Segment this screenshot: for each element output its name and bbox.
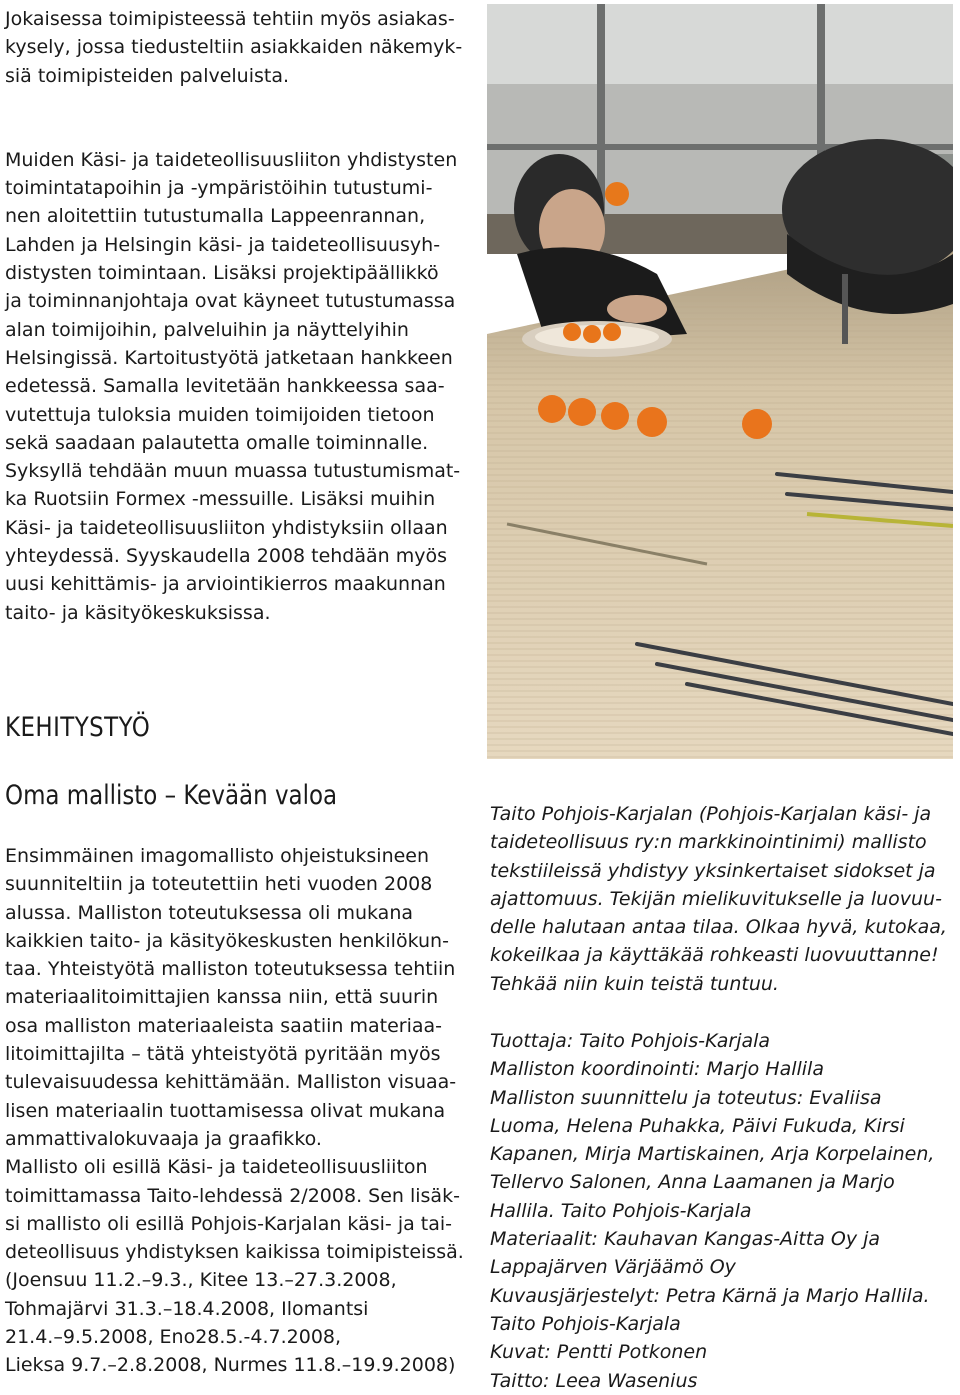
text-line: Jokaisessa toimipisteessä tehtiin myös asiakas-	[5, 8, 455, 30]
text-line: vutettuja tuloksia muiden toimijoiden tietoon	[5, 403, 435, 426]
text-line: Muiden Käsi- ja taideteollisuusliiton yhdistysten	[5, 148, 458, 171]
text-line: toimintatapoihin ja -ympäristöihin tutustumi-	[5, 177, 433, 200]
text-line: (Joensuu 11.2.–9.3., Kitee 13.–27.3.2008,	[5, 1269, 397, 1292]
text-line: Mallisto oli esillä Käsi- ja taideteollisuusliiton	[5, 1156, 428, 1179]
text-line: kokeilkaa ja käyttäkää rohkeasti luovuuttanne!	[490, 944, 939, 967]
text-line: lisen materiaalin tuottamisessa olivat mukana	[5, 1099, 446, 1122]
text-line: ja toiminnanjohtaja ovat käyneet tutustumassa	[5, 290, 456, 313]
text-line: edetessä. Samalla levitetään hankkeessa saa-	[5, 375, 445, 398]
text-line: sekä saadaan palautetta omalle toiminnalle.	[5, 431, 429, 454]
text-line: Syksyllä tehdään muun muassa tutustumismat-	[5, 460, 461, 483]
text-line: toimittamassa Taito-lehdessä 2/2008. Sen lisäk-	[5, 1184, 460, 1207]
credit-line: Tellervo Salonen, Anna Laamanen ja Marjo	[490, 1171, 895, 1194]
text-line: ka Ruotsiin Formex -messuille. Lisäksi muihin	[5, 488, 436, 511]
credit-line: Tuottaja: Taito Pohjois-Karjala	[490, 1030, 771, 1052]
text-line: Ensimmäinen imagomallisto ohjeistuksineen	[5, 845, 430, 867]
intro-paragraph-1	[5, 5, 475, 90]
credit-line: Malliston koordinointi: Marjo Hallila	[490, 1058, 824, 1081]
section-heading: KEHITYSTYÖ	[5, 712, 151, 743]
text-line: Käsi- ja taideteollisuusliiton yhdistyksiin ollaan	[5, 516, 448, 539]
credit-line: Kapanen, Mirja Martiskainen, Arja Korpelainen,	[490, 1143, 935, 1166]
text-line: yhteydessä. Syyskaudella 2008 tehdään myös	[5, 545, 448, 568]
text-line: kaikkien taito- ja käsityökeskusten henkilökun-	[5, 929, 449, 952]
text-line: uusi kehittämis- ja arviointikierros maakunnan	[5, 573, 446, 596]
text-line: litoimittajilta – tätä yhteistyötä pyritään myös	[5, 1043, 441, 1066]
credit-line: Taito Pohjois-Karjala	[490, 1312, 681, 1335]
credits	[490, 1027, 955, 1395]
text-line: taideteollisuus ry:n markkinointinimi) mallisto	[490, 831, 927, 854]
subheading: Oma mallisto – Kevään valoa	[5, 780, 338, 811]
text-line: 21.4.–9.5.2008, Eno28.5.-4.7.2008,	[5, 1326, 342, 1349]
text-line: taa. Yhteistyötä malliston toteutuksessa tehtiin	[5, 958, 456, 981]
text-line: Tohmajärvi 31.3.–18.4.2008, Ilomantsi	[5, 1297, 369, 1320]
text-line: Tehkää niin kuin teistä tuntuu.	[490, 972, 779, 995]
text-line: nen aloitettiin tutustumalla Lappeenrannan,	[5, 205, 426, 228]
intro-text	[5, 5, 475, 627]
credit-line: Malliston suunnittelu ja toteutus: Evaliisa	[490, 1086, 882, 1109]
text-line: alan toimijoihin, palveluihin ja näyttelyihin	[5, 318, 409, 341]
text-line: Helsingissä. Kartoitustyötä jatketaan hankkeen	[5, 346, 453, 369]
text-line: tekstiileissä yhdistyy yksinkertaiset sidokset ja	[490, 859, 936, 882]
text-line: kysely, jossa tiedusteltiin asiakkaiden näkemyk-	[5, 36, 463, 59]
photo-woman-on-rug	[487, 4, 953, 759]
text-line: taito- ja käsityökeskuksissa.	[5, 601, 271, 624]
credit-line: Materiaalit: Kauhavan Kangas-Aitta Oy ja	[490, 1228, 881, 1251]
credit-line: Kuvat: Pentti Potkonen	[490, 1341, 708, 1364]
text-line: tulevaisuudessa kehittämään. Malliston visuaa-	[5, 1071, 457, 1094]
text-line: materiaalitoimittajien kanssa niin, että suurin	[5, 986, 439, 1009]
text-line: si mallisto oli esillä Pohjois-Karjalan käsi- ja tai-	[5, 1212, 453, 1235]
text-line: deteollisuus yhdistyksen kaikissa toimipisteissä.	[5, 1241, 464, 1264]
text-line: ajattomuus. Tekijän mielikuvitukselle ja luovuu-	[490, 887, 942, 910]
credit-line: Hallila. Taito Pohjois-Karjala	[490, 1199, 752, 1222]
text-line: osa malliston materiaaleista saatiin materiaa-	[5, 1014, 442, 1037]
text-line: siä toimipisteiden palveluista.	[5, 64, 290, 87]
text-line: delle halutaan antaa tilaa. Olkaa hyvä, kutokaa,	[490, 916, 947, 939]
text-line: ammattivalokuvaaja ja graafikko.	[5, 1127, 322, 1150]
text-line: Taito Pohjois-Karjalan (Pohjois-Karjalan käsi- ja	[490, 803, 932, 825]
collection-description	[490, 800, 955, 998]
body-left-text	[5, 842, 475, 1380]
credit-line: Taitto: Leea Wasenius	[490, 1369, 698, 1392]
text-line: alussa. Malliston toteutuksessa oli mukana	[5, 901, 413, 924]
intro-paragraph-2	[5, 146, 475, 627]
text-line: distysten toimintaan. Lisäksi projektipäällikkö	[5, 262, 439, 285]
text-line: Lieksa 9.7.–2.8.2008, Nurmes 11.8.–19.9.2008)	[5, 1354, 456, 1377]
text-line: Lahden ja Helsingin käsi- ja taideteollisuusyh-	[5, 233, 441, 256]
text-line: suunniteltiin ja toteutettiin heti vuoden 2008	[5, 873, 433, 896]
credit-line: Luoma, Helena Puhakka, Päivi Fukuda, Kirsi	[490, 1114, 905, 1137]
credit-line: Lappajärven Värjäämö Oy	[490, 1256, 736, 1279]
credit-line: Kuvausjärjestelyt: Petra Kärnä ja Marjo Hallila.	[490, 1284, 930, 1307]
